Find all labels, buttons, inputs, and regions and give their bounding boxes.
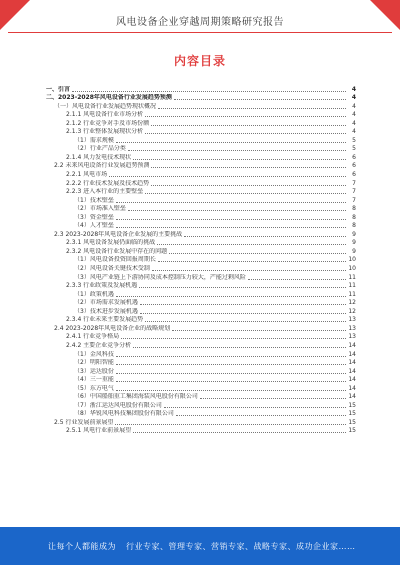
toc-entry-page: 5	[352, 136, 356, 144]
toc-entry-page: 11	[348, 282, 356, 290]
toc-entry-label: （4）人才壁垒	[74, 222, 114, 230]
toc-entry-label: 2.5.1 风电行业前景展望	[66, 427, 132, 435]
toc-entry[interactable]	[46, 127, 356, 136]
toc-entry-label: （2）行业产品分类	[74, 145, 126, 153]
toc-entry-label: 2.2.2 行业技术发展及技术趋势	[66, 179, 150, 187]
toc-leader-dots	[109, 176, 346, 177]
toc-entry-page: 10	[348, 265, 356, 273]
toc-entry-label: 2.4 2023-2028年风电设备企业的战略规划	[54, 324, 171, 332]
toc-entry-page: 15	[348, 401, 356, 409]
toc-entry-label: 2.4.2 主要企业竞争分析	[66, 341, 132, 349]
toc-leader-dots	[157, 244, 346, 245]
toc-entry-label: （3）资金壁垒	[74, 213, 114, 221]
header-corner-left	[0, 0, 30, 30]
toc-leader-dots	[174, 99, 346, 100]
toc-entry[interactable]	[46, 118, 356, 127]
toc-entry-page: 15	[348, 427, 356, 435]
toc-entry-page: 4	[352, 128, 356, 136]
toc-entry-page: 7	[352, 188, 356, 196]
toc-entry[interactable]	[46, 161, 356, 170]
toc-entry-label: （5）东方电气	[74, 384, 114, 392]
toc-entry-label: 2.1.2 行业竞争对手及市场份额	[66, 119, 150, 127]
toc-entry-page: 14	[348, 367, 356, 375]
toc-entry-page: 15	[348, 410, 356, 418]
toc-entry[interactable]	[46, 281, 356, 290]
toc-entry-page: 14	[348, 393, 356, 401]
toc-entry-label: （1）风电设备投资回报周期长	[74, 256, 156, 264]
toc-leader-dots	[140, 313, 346, 314]
toc-entry-page: 15	[348, 418, 356, 426]
toc-leader-dots	[176, 415, 346, 416]
report-header	[0, 0, 400, 40]
toc-leader-dots	[116, 356, 346, 357]
toc-entry-page: 6	[352, 171, 356, 179]
toc-entry[interactable]	[46, 323, 356, 332]
toc-entry-page: 9	[352, 230, 356, 238]
toc-entry[interactable]	[46, 272, 356, 281]
toc-entry-label: （4）三一重能	[74, 376, 114, 384]
toc-entry-label: 2.4.1 行业竞争格局	[66, 333, 120, 341]
toc-entry-label: 2.3.1 风电设备发展仍面临的挑战	[66, 239, 156, 247]
toc-leader-dots	[200, 398, 346, 399]
toc-entry[interactable]	[46, 289, 356, 298]
toc-leader-dots	[121, 338, 346, 339]
toc-entry-label: （6）中国船舶重工集团海装风电股份有限公司	[74, 393, 198, 401]
toc-entry-page: 6	[352, 153, 356, 161]
toc-entry-page: 4	[352, 111, 356, 119]
toc-entry-label: （3）风电产业链上下游协同及成本控制压力较大，产能过剩风险	[74, 273, 246, 281]
toc-leader-dots	[151, 125, 346, 126]
toc-entry-page: 7	[352, 179, 356, 187]
toc-leader-dots	[164, 407, 346, 408]
toc-entry[interactable]	[46, 178, 356, 187]
toc-leader-dots	[152, 270, 346, 271]
toc-leader-dots	[169, 253, 346, 254]
toc-entry[interactable]	[46, 358, 356, 367]
toc-entry[interactable]	[46, 110, 356, 119]
toc-entry-label: （2）市场需求发展机遇	[74, 299, 138, 307]
toc-leader-dots	[145, 116, 346, 117]
toc-entry-page: 11	[348, 273, 356, 281]
toc-entry[interactable]	[46, 152, 356, 161]
toc-entry-label: （1）需求规模	[74, 136, 114, 144]
toc-entry-page: 8	[352, 205, 356, 213]
table-of-contents	[46, 84, 356, 434]
toc-entry[interactable]	[46, 366, 356, 375]
toc-entry-label: 2.3.4 行业未来主要发展趋势	[66, 316, 144, 324]
toc-entry-label: （3）技术进步发展机遇	[74, 307, 138, 315]
toc-entry[interactable]	[46, 263, 356, 272]
toc-entry-label: （1）政策机遇	[74, 290, 114, 298]
toc-entry[interactable]	[46, 315, 356, 324]
toc-entry[interactable]	[46, 332, 356, 341]
toc-leader-dots	[248, 279, 346, 280]
toc-entry-label: （2）风电设备关键技术受制	[74, 265, 150, 273]
toc-entry-page: 14	[348, 350, 356, 358]
toc-entry[interactable]	[46, 340, 356, 349]
toc-leader-dots	[116, 390, 346, 391]
toc-entry-label: 2.2.1 风电市场	[66, 171, 108, 179]
toc-leader-dots	[145, 321, 346, 322]
toc-entry-page: 13	[348, 333, 356, 341]
toc-leader-dots	[116, 381, 346, 382]
toc-entry-label: 一、引言	[46, 85, 71, 93]
toc-entry-page: 9	[352, 247, 356, 255]
toc-entry-page: 4	[352, 119, 356, 127]
toc-entry[interactable]	[46, 349, 356, 358]
toc-entry[interactable]	[46, 298, 356, 307]
toc-entry-label: 二、2023-2028年风电设备行业发展趋势预测	[46, 94, 172, 102]
report-title: 风电设备企业穿越周期策略研究报告	[116, 16, 284, 28]
toc-entry-page: 5	[352, 145, 356, 153]
toc-heading: 内容目录	[173, 54, 226, 68]
toc-entry-page: 4	[351, 85, 356, 93]
toc-entry-page: 14	[348, 359, 356, 367]
toc-entry[interactable]	[46, 169, 356, 178]
footer-slogan-right: 行业专家、管理专家、营销专家、战略专家、成功企业家……	[126, 541, 356, 551]
toc-entry-label: 2.1.4 风力发电技术现状	[66, 153, 132, 161]
toc-entry[interactable]	[46, 417, 356, 426]
toc-entry-page: 14	[348, 376, 356, 384]
toc-entry[interactable]	[46, 195, 356, 204]
toc-leader-dots	[115, 424, 346, 425]
toc-entry[interactable]	[46, 212, 356, 221]
toc-leader-dots	[116, 219, 346, 220]
toc-leader-dots	[72, 91, 346, 92]
toc-leader-dots	[151, 185, 346, 186]
toc-leader-dots	[116, 202, 346, 203]
toc-entry[interactable]	[46, 255, 356, 264]
toc-entry[interactable]	[46, 144, 356, 153]
toc-leader-dots	[145, 193, 346, 194]
toc-entry-page: 12	[348, 307, 356, 315]
toc-entry-label: 2.2.3 进入本行业的主要壁垒	[66, 188, 144, 196]
toc-entry-page: 13	[348, 316, 356, 324]
toc-entry[interactable]	[46, 221, 356, 230]
toc-leader-dots	[133, 159, 346, 160]
toc-entry-page: 7	[352, 196, 356, 204]
toc-entry-page: 11	[348, 290, 356, 298]
toc-leader-dots	[140, 304, 346, 305]
toc-leader-dots	[151, 167, 346, 168]
toc-entry-label: （2）明阳智能	[74, 359, 114, 367]
toc-leader-dots	[172, 330, 346, 331]
toc-entry[interactable]	[46, 135, 356, 144]
toc-entry[interactable]	[46, 409, 356, 418]
toc-entry[interactable]	[46, 229, 356, 238]
toc-entry-label: 2.1.1 风电设备行业市场分析	[66, 111, 144, 119]
toc-entry-page: 8	[352, 222, 356, 230]
toc-entry-label: 2.2 未来风电设备行业发展趋势预测	[54, 162, 150, 170]
toc-leader-dots	[116, 296, 346, 297]
toc-entry[interactable]	[46, 375, 356, 384]
toc-entry-label: （一）风电设备行业发展趋势现状概况	[54, 102, 157, 110]
toc-entry-label: （1）技术壁垒	[74, 196, 114, 204]
toc-entry-page: 12	[348, 299, 356, 307]
toc-leader-dots	[139, 287, 346, 288]
toc-entry[interactable]	[46, 392, 356, 401]
toc-entry-page: 9	[352, 239, 356, 247]
toc-entry-page: 4	[352, 102, 356, 110]
toc-entry-page: 4	[351, 94, 356, 102]
toc-entry-page: 6	[352, 162, 356, 170]
toc-entry-page: 13	[348, 324, 356, 332]
toc-entry[interactable]	[46, 204, 356, 213]
toc-entry-page: 8	[352, 213, 356, 221]
toc-leader-dots	[116, 142, 346, 143]
toc-leader-dots	[128, 210, 346, 211]
toc-leader-dots	[116, 364, 346, 365]
toc-entry-label: 2.1.3 行业整体发展现状分析	[66, 128, 144, 136]
toc-entry[interactable]	[46, 400, 356, 409]
toc-leader-dots	[133, 432, 346, 433]
header-corner-right	[370, 0, 400, 30]
toc-leader-dots	[133, 347, 346, 348]
toc-entry-page: 14	[348, 341, 356, 349]
toc-leader-dots	[116, 227, 346, 228]
toc-entry-label: 2.3.3 行业政策及发展机遇	[66, 282, 138, 290]
toc-entry[interactable]	[46, 187, 356, 196]
toc-leader-dots	[128, 150, 346, 151]
toc-entry-label: （7）浙江运达风电股份有限公司	[74, 401, 162, 409]
toc-entry[interactable]	[46, 238, 356, 247]
toc-entry[interactable]	[46, 93, 356, 102]
toc-entry[interactable]	[46, 306, 356, 315]
toc-leader-dots	[158, 108, 346, 109]
toc-leader-dots	[145, 133, 346, 134]
toc-entry-label: 2.3.2 风电设备行业发展中存在的问题	[66, 247, 168, 255]
toc-entry[interactable]	[46, 383, 356, 392]
toc-leader-dots	[184, 236, 346, 237]
toc-entry-label: 2.3 2023-2028年风电设备企业发展的主要挑战	[54, 230, 183, 238]
toc-entry-page: 14	[348, 384, 356, 392]
toc-entry-label: （2）市场准入壁垒	[74, 205, 126, 213]
toc-entry[interactable]	[46, 101, 356, 110]
toc-leader-dots	[158, 261, 346, 262]
toc-entry[interactable]	[46, 426, 356, 435]
header-divider	[8, 32, 392, 33]
footer-slogan-left: 让每个人都能成为	[48, 541, 116, 551]
toc-entry-page: 10	[348, 256, 356, 264]
toc-entry[interactable]	[46, 84, 356, 93]
toc-entry-label: 2.5 行业发展前景展望	[54, 418, 114, 426]
toc-entry-label: （8）华锐风电科技集团股份有限公司	[74, 410, 174, 418]
toc-entry-label: （3）运达股份	[74, 367, 114, 375]
toc-entry-label: （1）金风科技	[74, 350, 114, 358]
footer-banner	[0, 527, 400, 565]
toc-entry[interactable]	[46, 246, 356, 255]
toc-leader-dots	[116, 373, 346, 374]
